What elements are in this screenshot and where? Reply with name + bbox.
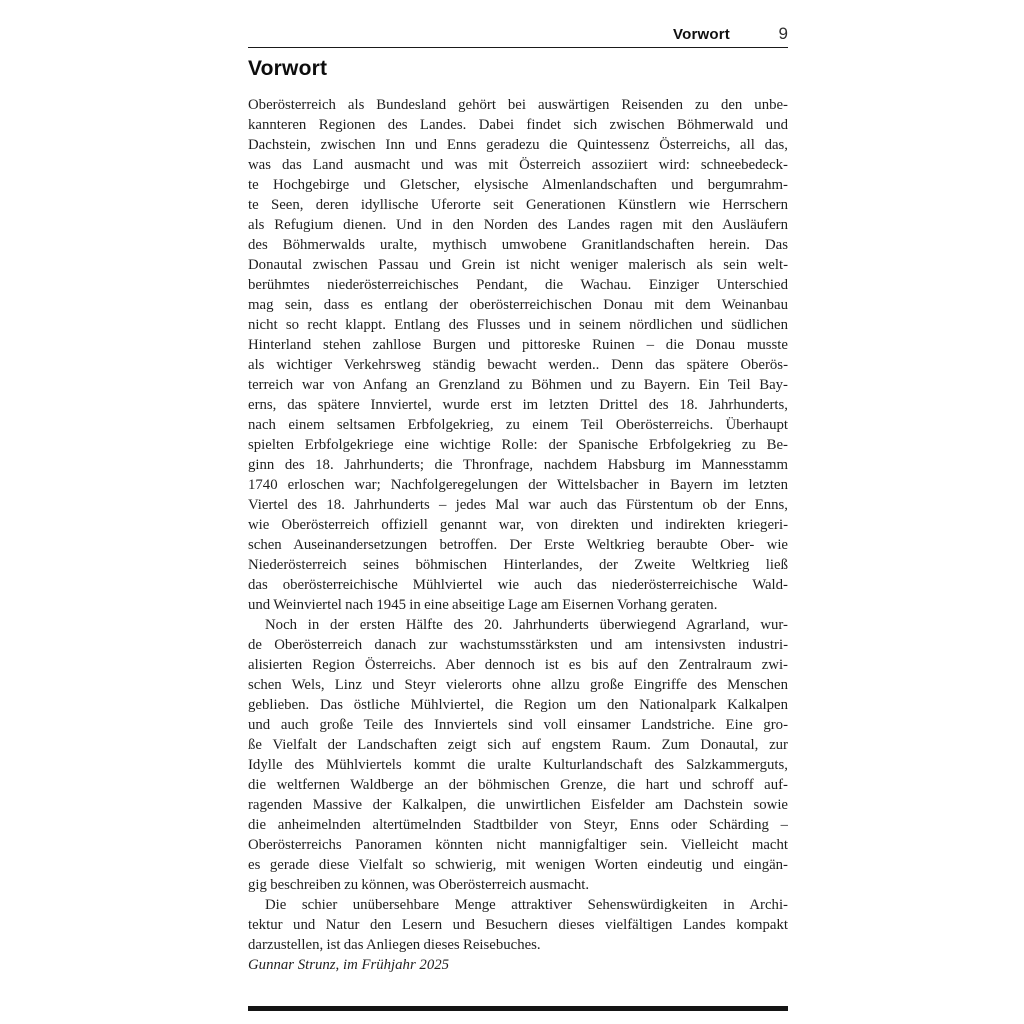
- text-line: Viertel des 18. Jahrhunderts – jedes Mal war auch das Fürstentum ob der Enns,: [248, 497, 788, 513]
- text-line: gig beschreiben zu können, was Oberösterreich ausmacht.: [248, 877, 590, 893]
- text-line: Oberösterreichs Panoramen könnten nicht mannigfaltiger sein. Vielleicht macht: [248, 837, 788, 853]
- text-line: die weltfernen Waldberge an der böhmischen Grenze, die hart und schroff auf-: [248, 777, 788, 793]
- text-line: ginn des 18. Jahrhunderts; die Thronfrage, nachdem Habsburg im Mannesstamm: [248, 457, 788, 473]
- text-line: als wichtiger Verkehrsweg ständig bewacht werden.. Denn das spätere Oberös-: [248, 357, 788, 373]
- text-line: Donautal zwischen Passau und Grein ist nicht weniger malerisch als sein welt-: [248, 257, 788, 273]
- paragraph: [248, 615, 788, 895]
- text-line: das oberösterreichische Mühlviertel wie auch das niederösterreichische Wald-: [248, 577, 788, 593]
- body-paragraphs: [248, 95, 788, 955]
- signature-line: Gunnar Strunz, im Frühjahr 2025: [248, 957, 450, 973]
- text-line: kannteren Regionen des Landes. Dabei findet sich zwischen Böhmerwald und: [248, 117, 788, 133]
- text-line: Niederösterreich seines böhmischen Hinterlandes, der Zweite Weltkrieg ließ: [248, 557, 788, 573]
- text-line: die anheimelnden altertümelnden Stadtbilder von Steyr, Enns oder Schärding –: [248, 817, 788, 833]
- text-line: ragenden Massive der Kalkalpen, die unwirtlichen Eisfelder am Dachstein sowie: [248, 797, 788, 813]
- text-line: schen Auseinandersetzungen betroffen. Der Erste Weltkrieg beraubte Ober- wie: [248, 537, 788, 553]
- text-line: 1740 erloschen war; Nachfolgeregelungen der Wittelsbacher in Bayern im letzten: [248, 477, 788, 493]
- text-line: terreich war von Anfang an Grenzland zu Böhmen und zu Bayern. Ein Teil Bay-: [248, 377, 788, 393]
- text-line: nach einem seltsamen Erbfolgekrieg, zu einem Teil Oberösterreichs. Überhaupt: [248, 417, 788, 433]
- text-column: [248, 24, 788, 975]
- text-line: und auch große Teile des Innviertels sind voll einsamer Landstriche. Eine gro-: [248, 717, 788, 733]
- text-line: als Refugium dienen. Und in den Norden des Landes ragen mit den Ausläufern: [248, 217, 788, 233]
- text-line: und Weinviertel nach 1945 in eine abseitige Lage am Eisernen Vorhang geraten.: [248, 597, 718, 613]
- running-header-title: Vorwort: [673, 26, 730, 43]
- text-line: mag sein, dass es entlang der oberösterreichischen Donau mit dem Weinanbau: [248, 297, 788, 313]
- text-line: nicht so recht klappt. Entlang des Flusses und in seinem nördlichen und südlichen: [248, 317, 788, 333]
- text-line: tektur und Natur den Lesern und Besuchern dieses vielfältigen Landes kompakt: [248, 917, 788, 933]
- page-title: Vorwort: [248, 57, 328, 80]
- text-line: berühmtes niederösterreichisches Pendant, die Wachau. Einziger Unterschied: [248, 277, 788, 293]
- text-line: Noch in der ersten Hälfte des 20. Jahrhunderts überwiegend Agrarland, wur-: [265, 617, 788, 633]
- paragraph: [248, 95, 788, 615]
- text-line: des Böhmerwalds uralte, mythisch umwobene Granitlandschaften herein. Das: [248, 237, 788, 253]
- bottom-page-rule: [248, 1006, 788, 1011]
- text-line: Oberösterreich als Bundesland gehört bei auswärtigen Reisenden zu den unbe-: [248, 97, 788, 113]
- text-line: geblieben. Das östliche Mühlviertel, die Region um den Nationalpark Kalkalpen: [248, 697, 788, 713]
- text-line: wie Oberösterreich offiziell genannt war, von direkten und indirekten kriegeri-: [248, 517, 788, 533]
- text-line: darzustellen, ist das Anliegen dieses Reisebuches.: [248, 937, 541, 953]
- paragraph: [248, 895, 788, 955]
- text-line: de Oberösterreich danach zur wachstumsstärksten und am intensivsten industri-: [248, 637, 788, 653]
- text-line: ße Vielfalt der Landschaften zeigt sich auf engstem Raum. Zum Donautal, zur: [248, 737, 788, 753]
- text-line: was das Land ausmacht und was mit Österreich assoziiert wird: schneebedeck-: [248, 157, 788, 173]
- text-line: alisierten Region Österreichs. Aber dennoch ist es bis auf den Zentralraum zwi-: [248, 657, 788, 673]
- text-line: spielten Erbfolgekriege eine wichtige Rolle: der Spanische Erbfolgekrieg zu Be-: [248, 437, 788, 453]
- text-line: Dachstein, zwischen Inn und Enns geradezu die Quintessenz Österreichs, all das,: [248, 137, 788, 153]
- text-line: es gerade diese Vielfalt so schwierig, mit wenigen Worten eindeutig und eingän-: [248, 857, 788, 873]
- text-line: erns, das spätere Innviertel, wurde erst im letzten Drittel des 18. Jahrhunderts,: [248, 397, 788, 413]
- running-header: [248, 24, 788, 48]
- text-line: te Seen, deren idyllische Uferorte seit Generationen Künstlern wie Herrschern: [248, 197, 788, 213]
- page-number: 9: [778, 24, 788, 43]
- text-line: Die schier unübersehbare Menge attraktiver Sehenswürdigkeiten in Archi-: [265, 897, 788, 913]
- text-line: Hinterland stehen zahllose Burgen und pittoreske Ruinen – die Donau musste: [248, 337, 788, 353]
- text-line: te Hochgebirge und Gletscher, elysische Almenlandschaften und bergumrahm-: [248, 177, 788, 193]
- text-line: schen Wels, Linz und Steyr vielerorts ohne allzu große Eingriffe des Menschen: [248, 677, 788, 693]
- text-line: Idylle des Mühlviertels kommt die uralte Kulturlandschaft des Salzkammerguts,: [248, 757, 788, 773]
